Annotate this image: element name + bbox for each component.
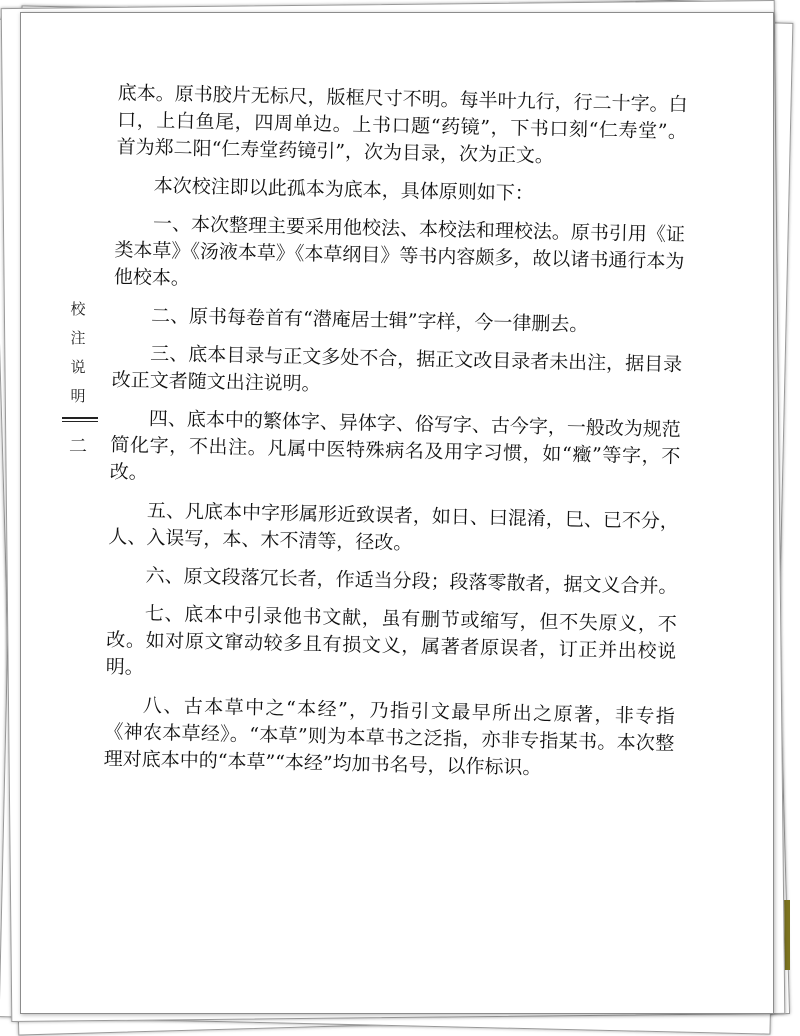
page-number: 二	[69, 436, 87, 457]
side-title-char: 说	[70, 358, 86, 376]
divider	[62, 417, 98, 422]
paragraph: 四、底本中的繁体字、异体字、俗写字、古今字，一般改为规范简化字，不出注。凡属中医特殊病名及用字习惯，如“癥”等字，不改。	[109, 407, 682, 484]
side-title-char: 注	[70, 329, 86, 347]
paragraph: 八、古本草中之“本经”，乃指引文最早所出之原著，非专指《神农本草经》。“本草”则为本草书之泛指，亦非专指某书。本次整理对底本中的“本草”“本经”均加书名号，以作标识。	[103, 694, 676, 780]
paragraph: 五、凡底本中字形属形近致误者，如日、曰混淆，巳、已不分，人、入误写，本、木不清等，径改。	[108, 499, 680, 555]
paragraph: 本次校注即以此孤本为底本，具体原则如下：	[153, 174, 534, 205]
paragraph: 六、原文段落冗长者，作适当分段；段落零散者，据文义合并。	[145, 564, 678, 598]
paragraph: 一、本次整理主要采用他校法、本校法和理校法。原书引用《证类本草》《汤液本草》《本草纲目》等书内容颇多，故以诸书通行本为他校本。	[113, 212, 686, 290]
paragraph: 底本。原书胶片无标尺，版框尺寸不明。每半叶九行，行二十字。白口，上白鱼尾，四周单边。上书口题“药镜”，下书口刻“仁寿堂”。首为郑二阳“仁寿堂药镜引”，次为目录，次为正文。	[116, 81, 688, 168]
paragraph: 三、底本目录与正文多处不合，据正文改目录者未出注，据目录改正文者随文出注说明。	[111, 342, 683, 396]
running-header	[62, 295, 94, 458]
paragraph: 七、底本中引录他书文献，虽有删节或缩写，但不失原义，不改。如对原文窜动较多且有损文义，属著者原误者，订正并出校说明。	[105, 602, 677, 679]
body-text	[103, 80, 688, 796]
side-title-char: 明	[70, 387, 86, 405]
side-title-char: 校	[70, 300, 86, 318]
paragraph: 二、原书每卷首有“潜庵居士辑”字样，今一律删去。	[150, 304, 589, 336]
